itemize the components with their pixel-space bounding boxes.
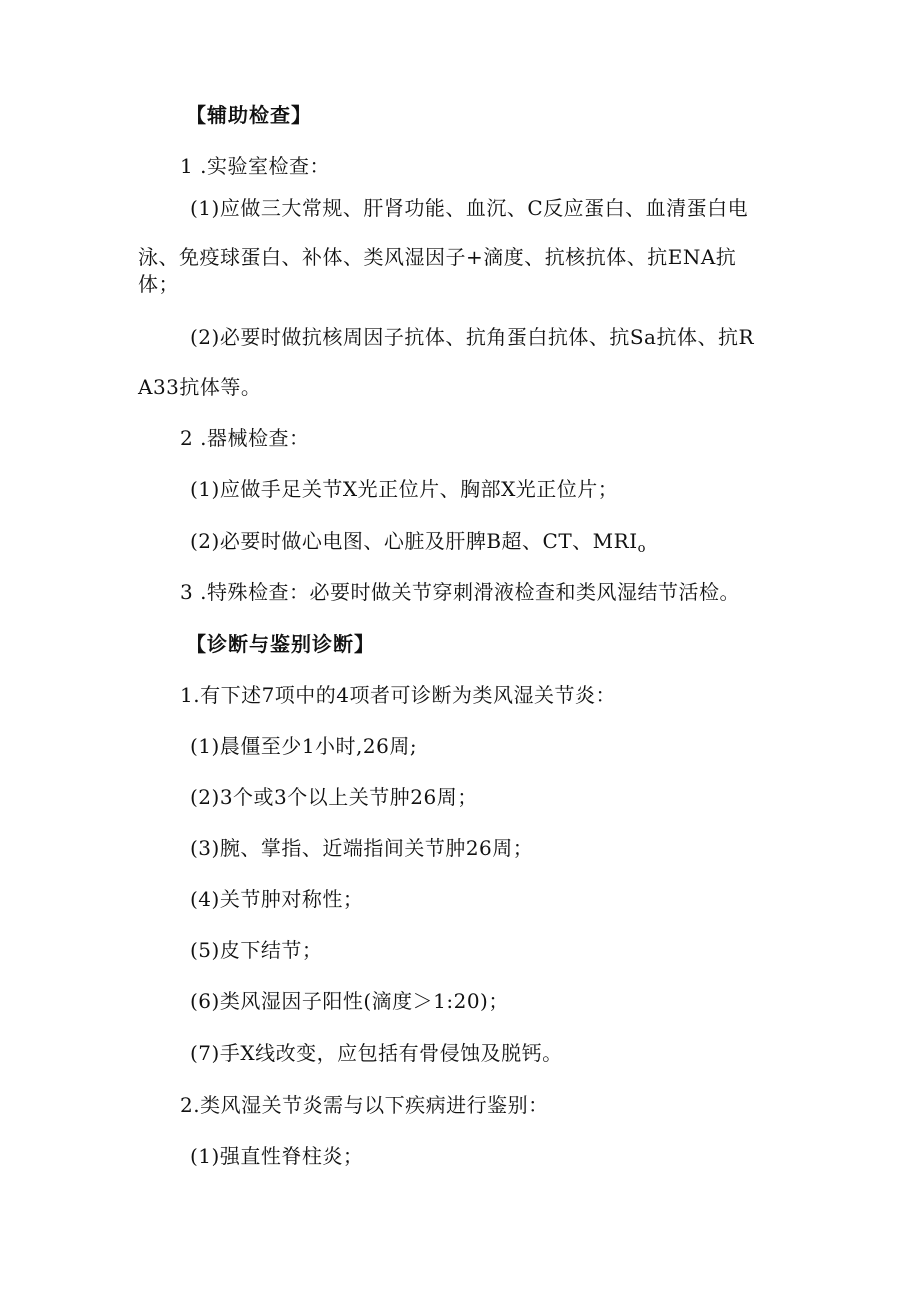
lab-exam-paragraph-1-line-2: 泳、免疫球蛋白、补体、类风湿因子+滴度、抗核抗体、抗ENA抗	[138, 245, 737, 269]
differential-diagnosis-heading: 2.类风湿关节炎需与以下疾病进行鉴别：	[180, 1093, 549, 1117]
lab-exam-paragraph-2-line-2: A33抗体等。	[138, 375, 262, 399]
instrument-exam-item-1: (1)应做手足关节X光正位片、胸部X光正位片；	[190, 477, 619, 501]
diagnosis-criteria-heading: 1.有下述7项中的4项者可诊断为类风湿关节炎：	[180, 683, 617, 707]
instrument-exam-item-2-text: (2)必要时做心电图、心脏及肝脾B超、CT、MRI	[190, 529, 638, 553]
special-exam-item: 3 .特殊检查：必要时做关节穿刺滑液检查和类风湿结节活检。	[180, 580, 740, 604]
instrument-exam-item-2-end: o	[637, 541, 646, 556]
lab-exam-paragraph-1-line-1: (1)应做三大常规、肝肾功能、血沉、C反应蛋白、血清蛋白电	[190, 196, 749, 220]
diagnosis-criterion-7: (7)手X线改变，应包括有骨侵蚀及脱钙。	[190, 1041, 563, 1065]
lab-exam-paragraph-1-line-3: 体；	[138, 272, 179, 296]
diagnosis-criterion-5: (5)皮下结节；	[190, 938, 323, 962]
section-title-auxiliary-exam: 【辅助检查】	[186, 103, 312, 127]
lab-exam-heading: 1 .实验室检查：	[180, 154, 330, 178]
instrument-exam-item-2	[190, 528, 645, 562]
diagnosis-criterion-6: (6)类风湿因子阳性(滴度＞1:20)；	[190, 989, 509, 1013]
diagnosis-criterion-1: (1)晨僵至少1小时,26周;	[190, 734, 418, 758]
lab-exam-paragraph-2-line-1: (2)必要时做抗核周因子抗体、抗角蛋白抗体、抗Sa抗体、抗R	[190, 325, 755, 349]
differential-diagnosis-item-1: (1)强直性脊柱炎；	[190, 1144, 364, 1168]
diagnosis-criterion-4: (4)关节肿对称性；	[190, 887, 364, 911]
diagnosis-criterion-3: (3)腕、掌指、近端指间关节肿26周；	[190, 836, 534, 860]
diagnosis-criterion-2: (2)3个或3个以上关节肿26周；	[190, 785, 478, 809]
section-title-diagnosis: 【诊断与鉴别诊断】	[186, 632, 375, 656]
instrument-exam-heading: 2 .器械检查：	[180, 426, 310, 450]
